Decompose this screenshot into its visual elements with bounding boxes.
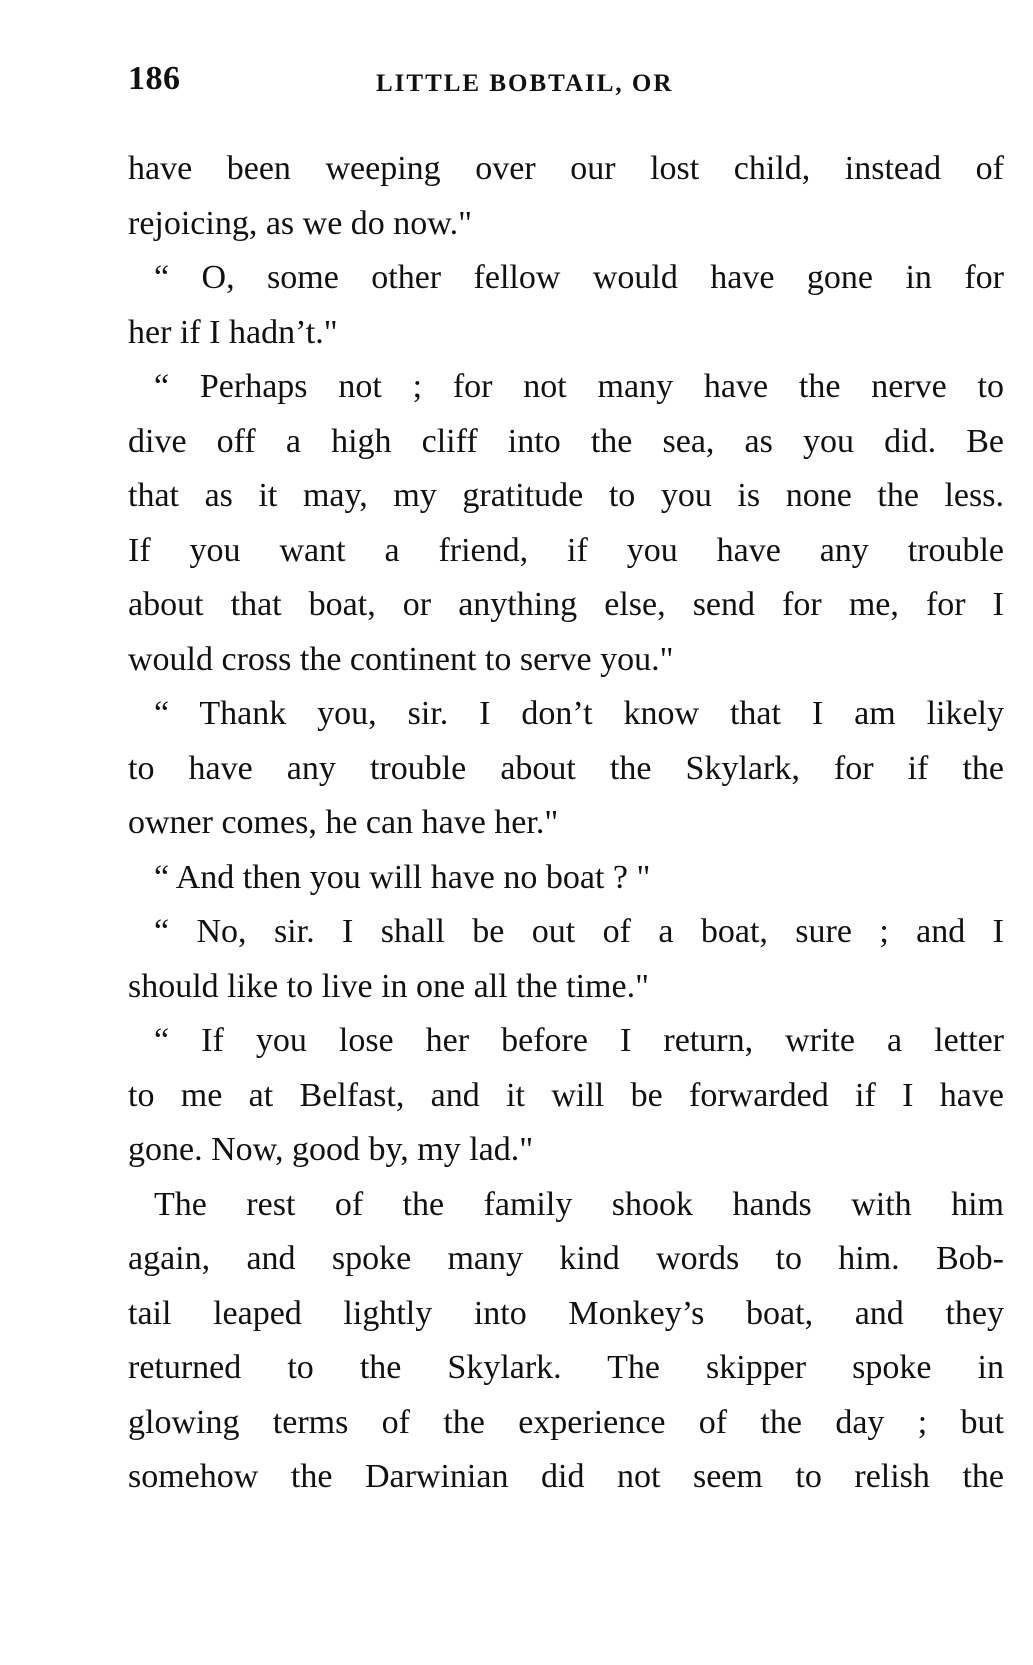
text-line: “ No, sir. I shall be out of a boat, sure ; and I <box>154 913 1004 950</box>
text-line: again, and spoke many kind words to him. Bob- <box>128 1240 1004 1277</box>
text-line: rejoicing, as we do now." <box>128 204 473 242</box>
text-line: have been weeping over our lost child, instead of <box>128 150 1004 187</box>
text-line: about that boat, or anything else, send for me, for I <box>128 586 1004 623</box>
text-line: her if I hadn’t." <box>128 313 338 351</box>
page-number: 186 <box>128 60 181 97</box>
text-line: “ O, some other fellow would have gone in for <box>154 259 1004 296</box>
text-line: “ Thank you, sir. I don’t know that I am likely <box>154 695 1004 732</box>
body-text <box>128 142 1004 1505</box>
page-header <box>128 60 1004 100</box>
text-line: “ And then you will have no boat ? " <box>154 858 651 896</box>
text-line: dive off a high cliff into the sea, as you did. Be <box>128 422 1004 460</box>
text-line: gone. Now, good by, my lad." <box>128 1131 534 1168</box>
text-line: If you want a friend, if you have any trouble <box>128 531 1004 569</box>
text-line: should like to live in one all the time." <box>128 967 649 1005</box>
text-line: to have any trouble about the Skylark, for if the <box>128 749 1004 787</box>
text-line: “ Perhaps not ; for not many have the nerve to <box>154 368 1004 405</box>
text-line: that as it may, my gratitude to you is none the less. <box>128 477 1004 514</box>
running-head: LITTLE BOBTAIL, OR <box>376 70 674 97</box>
text-line: glowing terms of the experience of the day ; but <box>128 1403 1004 1441</box>
text-line: “ If you lose her before I return, write a letter <box>154 1022 1004 1059</box>
text-line: to me at Belfast, and it will be forwarded if I have <box>128 1076 1004 1114</box>
text-line: tail leaped lightly into Monkey’s boat, and they <box>128 1294 1004 1332</box>
text-line: returned to the Skylark. The skipper spoke in <box>128 1349 1004 1386</box>
text-line: The rest of the family shook hands with him <box>154 1185 1004 1223</box>
text-line: somehow the Darwinian did not seem to relish the <box>128 1458 1004 1495</box>
text-line: would cross the continent to serve you." <box>128 640 674 678</box>
text-line: owner comes, he can have her." <box>128 804 559 841</box>
